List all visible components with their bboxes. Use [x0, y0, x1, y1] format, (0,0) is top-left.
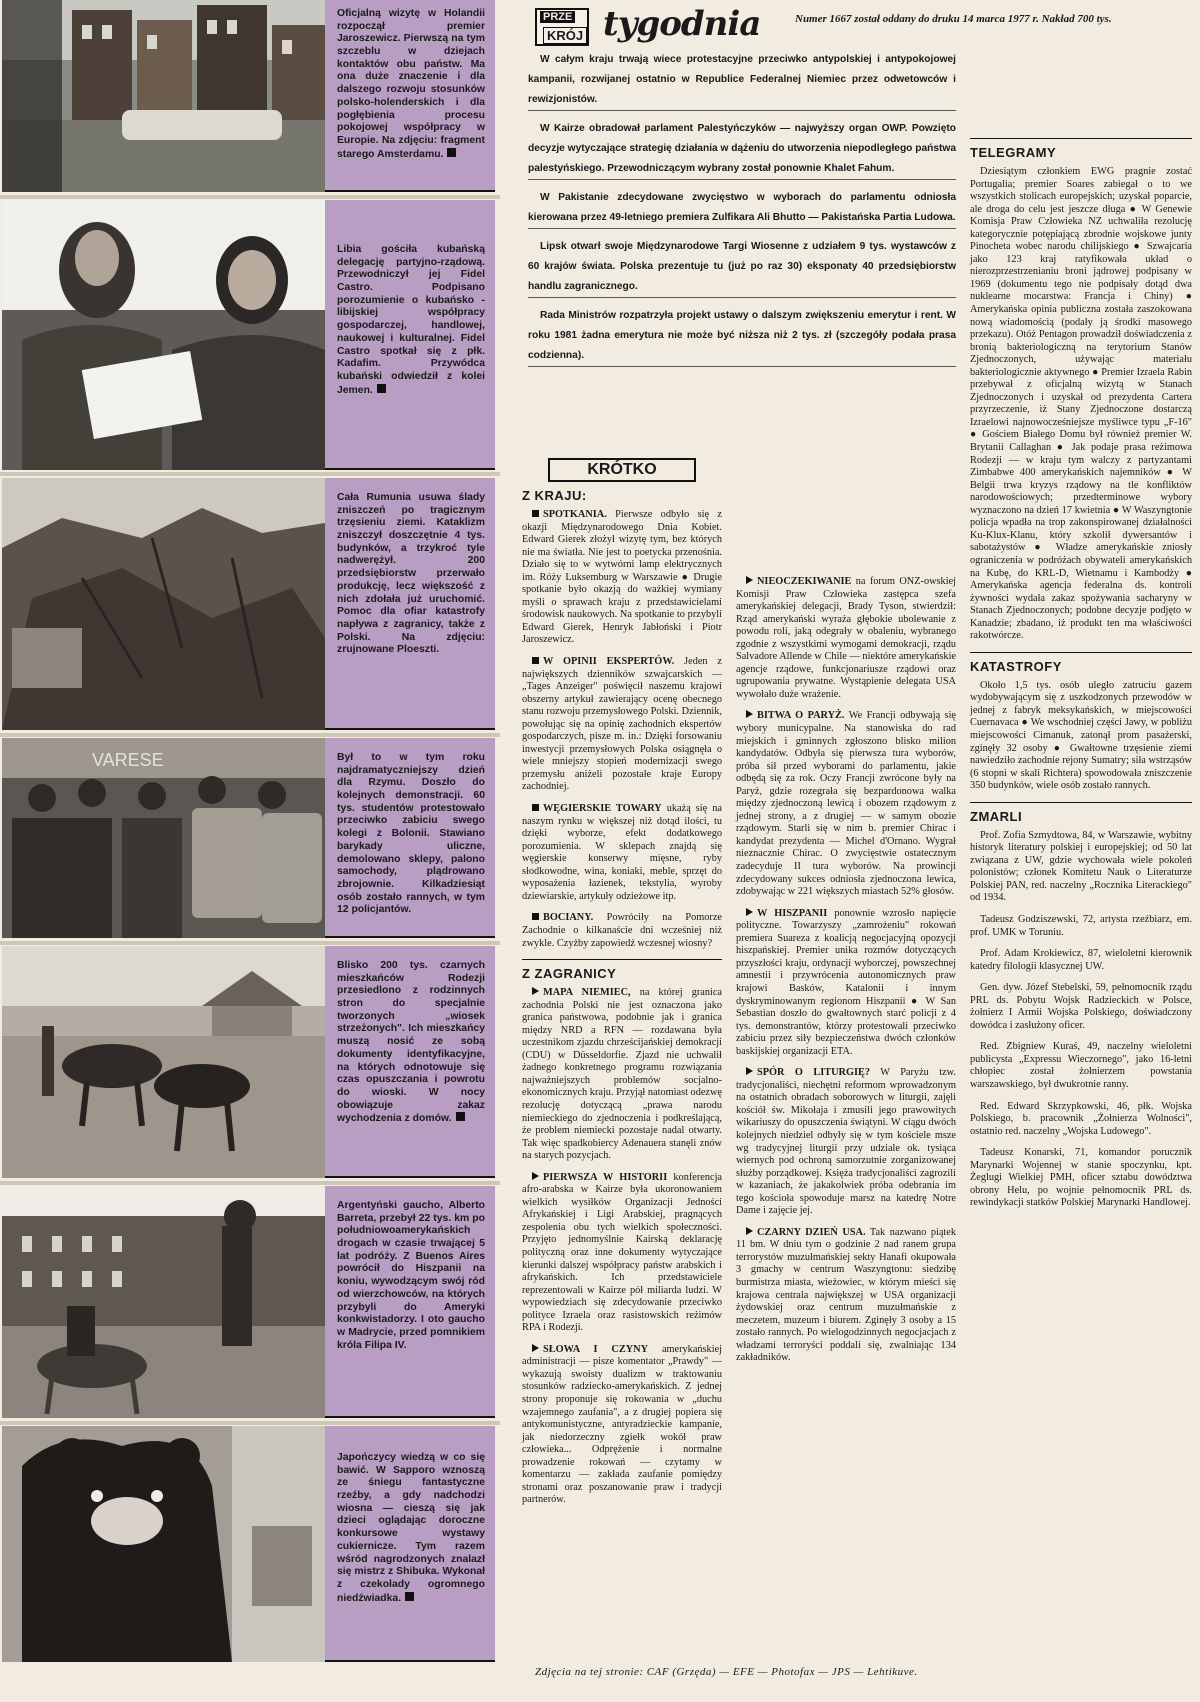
caption-japonia: Japończycy wiedzą w co się bawić. W Sapporo wznoszą ze śniegu fantastyczne rzeźby, a gdy nadchodzi wiosna — cieszą się jak dzieci oglądając doroczne konkursowe wystawy cukiernicze. Tym razem wśród nagrodzonych znalazł się mistrz z Shibuka. Wykonał z czekolady ogromnego niedźwiadka.	[325, 1426, 495, 1662]
photo-credits: Zdjęcia na tej stronie: CAF (Grzęda) — EFE — Photofax — JPS — Lehtikuve.	[535, 1666, 918, 1678]
krotko-heading: KRÓTKO	[548, 458, 696, 482]
item-text: amerykańskiej administracji — pisze komentator „Prawdy" — wykazują swoisty dualizm w traktowaniu stosunków radziecko-amerykańskich. Z jednej strony proponuje się rokowania w „duchu wzajemnego zaufania", a z drugiej popiera się antykomunistyczne, antyradzieckie kampanie, jak niedorzeczny zgiełk wokół praw człowieka... Odprężenie i normalne prowadzenie rokowań — czytamy w komentarzu — zakłada zaufanie pomiędzy stronami oraz poszanowanie praw i tradycji partnerów.	[522, 1343, 722, 1506]
news-item: W Pakistanie zdecydowane zwycięstwo w wyborach do parlamentu odniosła kierowana przez 49-letniego premiera Zulfikara Ali Bhutto — Pakistańska Partia Ludowa.	[528, 188, 956, 229]
obituary: Red. Edward Skrzypkowski, 46, płk. Wojska Polskiego, b. pracownik „Żołnierza Wolności", ostatnio red. naczelny „Wojska Ludowego".	[970, 1100, 1192, 1137]
caption-libia-kuba: Libia gościła kubańską delegację partyjno-rządową. Przewodniczył jej Fidel Castro. Podpisano porozumienie o kubańsko - libijskiej współpracy gospodarczej, handlowej, naukowej i kulturalnej. Fidel Castro spotkał się z płk. Kadafim. Przywódca kubański odwiedził z kolei Jemen.	[325, 200, 495, 470]
przekroj-logo	[535, 8, 589, 46]
news-item: Lipsk otwarł swoje Międzynarodowe Targi Wiosenne z udziałem 9 tys. wystawców z 60 krajów świata. Polska prezentuje tu (już po raz 30) eksponaty 40 przedsiębiorstw handlu zagranicznego.	[528, 237, 956, 298]
item-text: na forum ONZ-owskiej Komisji Praw Człowieka zastępca szefa amerykańskiej delegacji, Brady Tyson, stwierdził: Rząd amerykański wyraża głębokie ubolewanie z powodu roli, jaką odegrały w obaleniu, wybranego zgodnie z wszystkimi wymogami demokracji, rządu Salvadore Allende w Chile — niektóre amerykańskie agencje rządowe, funkcjonariusze rządowi oraz ugrupowania prywatne. Wystąpienie delegata USA wywołało duże wrażenie.	[736, 576, 956, 700]
section-katastrofy: KATASTROFY	[970, 652, 1192, 674]
section-title: tygodnia	[603, 4, 761, 44]
logo-top: PRZE	[540, 11, 575, 23]
obituary: Prof. Zofia Szmydtowa, 84, w Warszawie, wybitny historyk literatury polskiej i europejskiej; od 50 lat związana z UW, gdzie wychowała wiele pokoleń polonistów; członek Komitetu Nauk o Literaturze Polskiej PAN, red. naczelny „Rocznika Literackiego" od 1934.	[970, 829, 1192, 904]
photo-amsterdam	[2, 0, 325, 192]
item-heading: SŁOWA I CZYNY	[543, 1343, 649, 1355]
item-heading: WĘGIERSKIE TOWARY	[543, 803, 662, 815]
news-item: Rada Ministrów rozpatrzyła projekt ustawy o dalszym zwiększeniu emerytur i rent. W roku 1981 żadna emerytura nie może być niższa niż 2 tys. zł (szczegóły podała prasa codzienna).	[528, 306, 956, 367]
obituary: Gen. dyw. Józef Stebelski, 59, pełnomocnik rządu PRL ds. Pobytu Wojsk Radzieckich w Polsce, żołnierz I Armii Wojska Polskiego, doświadczony dowódca i zasłużony oficer.	[970, 982, 1192, 1031]
photo-rodezja	[2, 946, 325, 1178]
photo-castro-kadafi	[2, 200, 325, 470]
item-heading: W OPINII EKSPERTÓW.	[543, 656, 675, 668]
item-heading: BITWA O PARYŻ.	[757, 710, 845, 722]
column-krotko	[522, 458, 722, 1516]
divider	[0, 733, 500, 737]
caption-rumunia: Cała Rumunia usuwa ślady zniszczeń po tragicznym trzęsieniu ziemi. Kataklizm zniszczył doszczętnie 4 tys. budynków, a trzykroć tyle nadwerężył. 200 przedsiębiorstw przerwało produkcję, lecz większość z nich zdołała już uruchomić. Pomoc dla ofiar katastrofy napływa z zagranicy, także z Polski. Na zdjęciu: zrujnowane Ploeszti.	[325, 478, 495, 730]
obituary: Red. Zbigniew Kuraś, 49, naczelny wieloletni publicysta „Expressu Wieczornego", jako 16-letni chłopiec został żołnierzem powstania warszawskiego, był dwukrotnie ranny.	[970, 1041, 1192, 1090]
telegramy-text: Dziesiątym członkiem EWG pragnie zostać Portugalia; premier Soares zabiegał o to we wszystkich stolicach europejskich; uzyskał poparcie, ale droga do celu jest jeszcze długa ● W Genewie Komisja Praw Człowieka NZ uchwaliła rezolucję kategorycznie potępiającą zbrodnie wojskowe junty Pinocheta wobec narodu chilijskiego ● Szwajcaria jako 123 kraj ratyfikowała układ o nierozprzestrzenianiu broni jądrowej podpisany w 1969 (dokumentu tego nie podpisały dotąd dwa nuklearne mocarstwa: Francja i Chiny) ● Amerykańska opinia publiczna została zaszokowana nową wiadomością (podały ją środki masowego przekazu). Otóż Pentagon prowadził doświadczenia z bronią bakteriologiczną na terytorium Stanów Zjednoczonych, używając materiału bakteriologicznie aktywnego ● Premier Izraela Rabin przebywał z oficjalną wizytą w Stanach Zjednoczonych i uzyskał od prezydenta Cartera przyrzeczenie, iż Stany Zjednoczone dostarczą Izraelowi najnowocześniejsze myśliwce typu „F-16" ● Gościem Białego Domu był również premier W. Brytanii Callaghan ● Jak podaje prasa reżimowa Rodezji — w kraju tym walczy z partyzantami Zimbabwe 400 amerykańskich najemników ● W Belgii trwa kryzys rządowy na tle konfliktów narodowościowych; przedterminowe wybory wyznaczono na dzień 17 kwietnia ● W Waszyngtonie policja wpadła na trop zakonspirowanej działalności Ku-Klux-Klanu, który szkolił dywersantów i sabotażystów ● Władze amerykańskie zniosły ograniczenia w podróżach obywateli amerykańskich na Kubę, do KRL-D, Wietnamu i Kambodży ● Amerykańska agencja federalna ds. kontroli żywności wydała zakaz spożywania sacharyny w Stanach Zjednoczonych; podobne decyzje podjęto w Kanadzie; zbadano, iż produkt ten ma właściwości rakotwórcze.	[970, 166, 1192, 642]
item-heading: SPÓR O LITURGIĘ?	[757, 1067, 870, 1079]
column-telegramy	[970, 132, 1192, 1219]
item-heading: PIERWSZA W HISTORII	[543, 1171, 668, 1183]
item-heading: NIEOCZEKIWANIE	[757, 576, 852, 587]
news-item: W całym kraju trwają wiece protestacyjne przeciwko antypolskiej i antypokojowej kampanii, rozwijanej ostatnio w Republice Federalnej Niemiec przez odwetowców i rewizjonistów.	[528, 50, 956, 111]
item-text: Pierwsze odbyło się z okazji Międzynarodowego Dnia Kobiet. Edward Gierek złożył wizytę tym, bez których nie ma światła. Nie jest to poetycka przenośnia. Działo się to w wytwórni lamp elektrycznych im. Róży Luksemburg w Warszawie ● Drugie spotkanie było okazją do ważkiej wymiany myśli o sprawach kraju z przedstawicielami środowisk naukowych. Na spotkanie to przybyli Edward Gierek, Henryk Jabłoński i Piotr Jaroszewicz.	[522, 509, 722, 646]
caption-rzym: Był to w tym roku najdramatyczniejszy dzień dla Rzymu. Doszło do kolejnych demonstracji. 60 tys. studentów protestowało przeciwko zabiciu swego kolegi z Bolonii. Stawiano barykady uliczne, demolowano sklepy, palono samochody, plądrowano zbrojownie. Kilkadziesiąt osób zostało rannych, w tym 12 policjantów.	[325, 738, 495, 938]
column-zagranica	[736, 458, 956, 1374]
section-z-kraju: Z KRAJU:	[522, 488, 587, 503]
section-telegramy: TELEGRAMY	[970, 138, 1192, 160]
photo-madryt-gaucho	[2, 1186, 325, 1418]
item-text: Jeden z największych dzienników szwajcarskich — „Tages Anzeiger" poświęcił naszemu krajowi obszerny artykuł zawierający ocenę obecnego stanu rozwoju przemysłowego Polski. Dziennik, powołując się na opinię zachodnich ekspertów gospodarczych, pisze m. in.: Dzięki forsowaniu inwestycji przemysłowych Polska osiągnęła o wiele mniejszy stopień modernizacji swego przemysłu aniżeli pozostałe kraje Europy zachodniej.	[522, 656, 723, 793]
item-heading: SPOTKANIA.	[543, 509, 607, 520]
item-heading: CZARNY DZIEŃ USA.	[757, 1226, 866, 1238]
news-item: W Kairze obradował parlament Palestyńczyków — najwyższy organ OWP. Powzięto decyzje wytyczające strategię działania w dążeniu do utworzenia niepodległego państwa palestyńskiego. Przewodniczącym wybrany został ponownie Khalet Fahum.	[528, 119, 956, 180]
item-text: ponownie wzrosło napięcie polityczne. Towarzyszy „zamrożeniu" rokowań premiera Suareza z koalicją negocjacyjną opozycji hiszpańskiej. Premier unika rozmów dotyczących przyszłości kraju, ordynacji wyborczej, powszechnej amnestii i przywrócenia autonomicznych praw krajowi Basków, Katalonii i innym dyskryminowanym regionom Hiszpanii ● W San Sebastian doszło do gwałtownych starć policji z 4 tys. demonstrantów, którzy protestowali przeciwko zabiciu przez siły bezpieczeństwa dwóch członków baskijskiej organizacji ETA.	[736, 907, 956, 1057]
photo-niedzwiadek	[2, 1426, 325, 1662]
katastrofy-text: Około 1,5 tys. osób uległo zatruciu gazem wydobywającym się z uszkodzonych przewodów w jednej z fabryk meksykańskich, w miejscowości Cuernavaca ● We wschodniej części Jawy, w pobliżu miejscowości Cimanuk, zatonął prom pasażerski, zginęły 32 osoby ● Gwałtowne trzęsienie ziemi nawiedziło zachodnie rejony Sumatry; siła wstrząsów (6 stopni w skali Richtera) spowodowała zniszczenie 350 budynków, wiele osób zostało rannych.	[970, 679, 1192, 792]
item-heading: MAPA NIEMIEC,	[543, 987, 631, 999]
obituary: Tadeusz Konarski, 71, komandor porucznik Marynarki Wojennej w stanie spoczynku, kpt. Żeglugi Wielkiej PMH, oficer sztabu dowództwa obrony Helu, po wojnie pełnomocnik PRL ds. rewindykacji statków Polskiej Marynarki Handlowej.	[970, 1147, 1192, 1209]
divider	[0, 1181, 500, 1185]
issue-info: Numer 1667 został oddany do druku 14 marca 1977 r. Nakład 700 tys.	[795, 13, 1112, 25]
item-text: W Paryżu tzw. tradycjonaliści, niechętni reformom wprowadzonym na ostatnich obradach soborowych w liturgii, zajęli kościół św. Mikołaja i zmusili jego prawowitych wikariuszy do opuszczenia świątyni. W ciągu dwóch kolejnych niedziel odbyły się w tym kościele msze wg tradycyjnej liturgii przy udziale ok. tysiąca wiernych pod ochroną samorzutnie zorganizowanej służby porządkowej. Księża tradycjonaliści zagrozili w kazaniach, że jakakolwiek próba odebrania im tego kościoła spowoduje marsz na katedrę Notre Dame i zajęcie jej.	[736, 1067, 956, 1217]
caption-amsterdam: Oficjalną wizytę w Holandii rozpoczął premier Jaroszewicz. Pierwszą na tym szczeblu w dziejach kontaktów obu państw. Ma ona duże znaczenie i dla dalszego rozwoju stosunków polsko-holenderskich i dla pogłębienia procesu pokojowej współpracy w Europie. Na zdjęciu: fragment starego Amsterdamu.	[325, 0, 495, 192]
photo-rzym-policja	[2, 738, 325, 938]
item-text: Tak nazwano piątek 11 bm. W dniu tym o godzinie 2 nad ranem grupa terrorystów muzułmańskiej sekty Hanafi okupowała 3 gmachy w centrum Waszyngtonu: siedzibę burmistrza miasta, wieżowiec, w którym mieści się krajowa centrala największej w USA organizacji żydowskiej oraz centrum muzułmańskie z meczetem, muzeum i biurem. Zginęły 3 osoby a 15 zostało rannych. Po wielogodzinnych negocjacjach z władzami terroryści poddali się, zwalniając 134 zakładników.	[736, 1226, 956, 1364]
obituary: Tadeusz Godziszewski, 72, artysta rzeźbiarz, em. prof. UMK w Toruniu.	[970, 913, 1192, 938]
item-text: konferencja afro-arabska w Kairze była ukoronowaniem wielkich wysiłków Organizacji Jedności Afrykańskiej i Ligi Arabskiej, pragnących zespolenia obu tych wielkich społeczności. Przyjęto jednomyślnie Kairską deklarację polityczną oraz inne dokumenty wytyczające kierunki dalszej współpracy państw arabskich i afrykańskich. Ich przedstawiciele reprezentowali w Kairze pół miliarda ludzi. W wypowiedziach się zdecydowanie przeciwko polityce Izraela oraz rasistowskich reżimów RPA i Rodezji.	[522, 1171, 722, 1334]
item-heading: BOCIANY.	[543, 912, 594, 924]
caption-gaucho: Argentyński gaucho, Alberto Barreta, przebył 22 tys. km po południowoamerykańskich drogach w czasie trwającej 5 lat podróży. Z Buenos Aires powrócił do Hiszpanii na koniu, wywodzącym swój ród od wierzchowców, na których przybyli do Ameryki konkwistadorzy. I oto gaucho w Madrycie, przed pomnikiem króla Filipa IV.	[325, 1186, 495, 1418]
logo-bottom: KRÓJ	[543, 27, 587, 44]
photo-ploeszti	[2, 478, 325, 730]
item-text: We Francji odbywają się wybory municypalne. Na stanowiska do rad miejskich i gminnych zgłoszono blisko milion kandydatów. Odbyła się pierwsza tura wyborów, próba sił przed wyborami do parlamentu, jakie odbędą się za rok. Oczy Francji zwrócone były na Paryż, gdzie rozegrała się bezpardonowa walka między zjednoczoną lewicą i obozem rządowym z jednej strony, a z drugiej — w samym obozie rządowym. Starli się w nim b. premier Chirac i kandydat prezydenta — Michel d'Ornano. Wygrał nieznacznie Chirac. O zwycięstwie ostatecznym zadecyduje II tura wyborów. Na prowincji zdecydowany sukces odniosła zjednoczona lewica, zdobywając w 221 większych miastach 52% głosów.	[736, 710, 956, 898]
divider	[0, 195, 500, 199]
section-zmarli: ZMARLI	[970, 802, 1192, 824]
item-text: Powróciły na Pomorze Zachodnie o kilkanaście dni wcześniej niż zwykle. Czyżby zapowiedź wczesnej wiosny?	[522, 912, 722, 949]
svg-text:VARESE: VARESE	[92, 750, 164, 770]
obituary: Prof. Adam Krokiewicz, 87, wieloletni kierownik katedry filologii klasycznej UW.	[970, 948, 1192, 972]
masthead	[535, 4, 1195, 48]
top-news	[528, 50, 956, 375]
item-text: ukażą się na naszym rynku w większej niż dotąd ilości, tu dzięki wyborze, efekt dodatkowego porozumienia. W sklepach znajdą się węgierskie konserwy mięsne, ryby słodkowodne, wina, koniaki, meble, sprzęt do wyposażenia łazienek, tekstylia, wyroby dziewiarskie, artykuły odzieżowe itp.	[522, 803, 722, 902]
caption-rodezja: Blisko 200 tys. czarnych mieszkańców Rodezji przesiedlono z rodzinnych stron do specjalnie tworzonych „wiosek strzeżonych". Ich mieszkańcy muszą nosić ze sobą dokumenty identyfikacyjne, na których odnotowuje się czas opuszczania i powrotu do wioski. W nocy obowiązuje zakaz wychodzenia z domów.	[325, 946, 495, 1178]
divider	[0, 472, 500, 476]
item-text: na której granica zachodnia Polski nie jest oznaczona jako granica państwowa, podobnie jak i granica między NRD a RFN — rozdawana była uczestnikom zjazdu chrześcijańskiej demokracji (CDU) w Düsseldorfie. Zjazd nie uchwalił żadnego konkretnego programu rozwiązania najważniejszych problemów socjalno-ekonomicznych kraju. Przyjął natomiast odezwę rezolucję dotyczącą „prawa narodu niemieckiego do zjednoczenia i podkreślającą, że problem niemiecki pozostaje nadal otwarty. Tak więc spadkobiercy Adenauera stanęli znów na starych pozycjach.	[522, 987, 722, 1162]
divider	[0, 1421, 500, 1425]
section-z-zagranicy: Z ZAGRANICY	[522, 959, 722, 981]
item-heading: W HISZPANII	[757, 907, 828, 919]
divider	[0, 941, 500, 945]
